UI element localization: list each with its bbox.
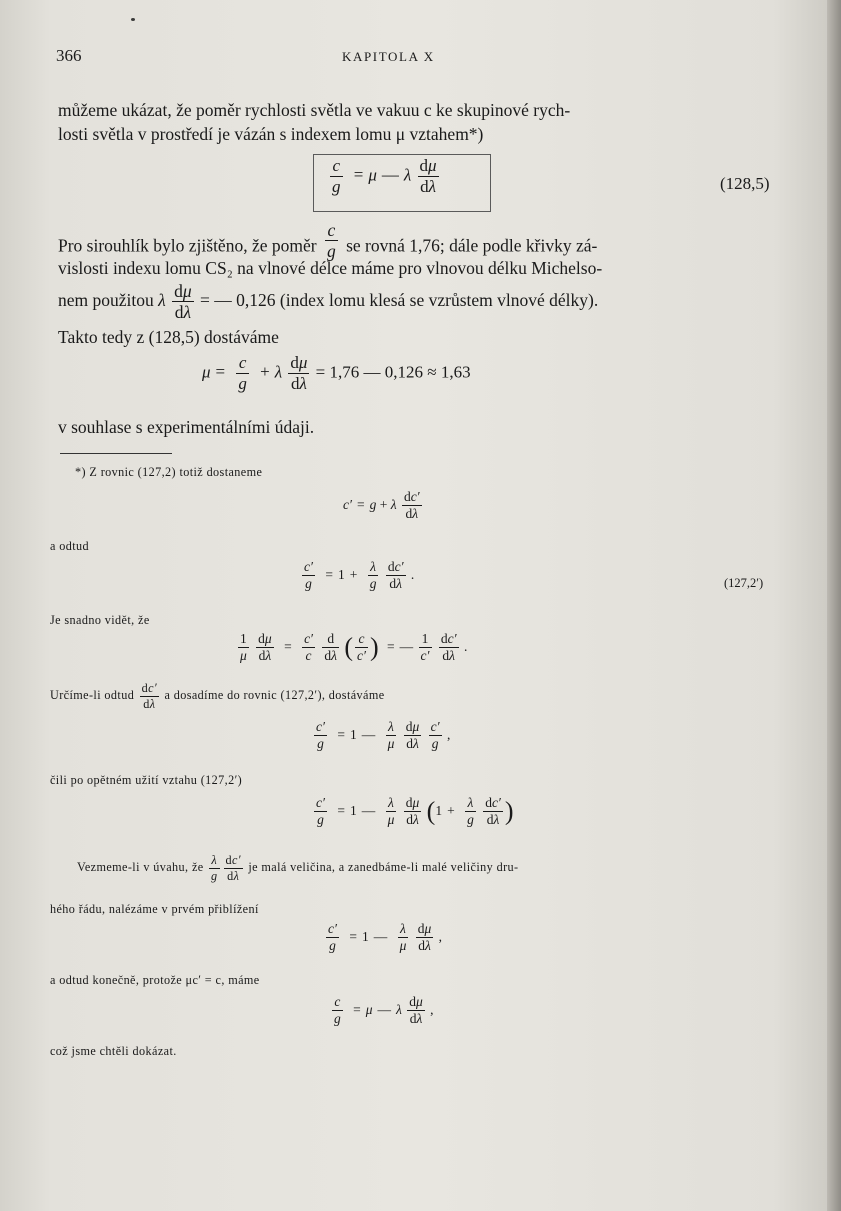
text-line-1: můžeme ukázat, že poměr rychlosti světla ve vakuu c ke skupinové rych- (58, 100, 571, 120)
equation-number-128-5: (128,5) (720, 174, 770, 193)
running-head: KAPITOLA X (342, 49, 435, 64)
text-line-2: losti světla v prostředí je vázán s indexem lomu μ vztahem*) (58, 124, 484, 144)
line3-end: se rovná 1,76; dále podle křivky zá- (346, 235, 598, 256)
dmu-dlambda: $\frac{d\mu}{d\lambda}$ (174, 281, 192, 323)
footnote-rule (60, 453, 172, 454)
line3-start: Pro sirouhlík bylo zjištěno, že poměr (58, 235, 317, 256)
footnote-eq-5: $\frac{c'}{g}$ = 1 — $\frac{\lambda}{\mu}$ $\frac{d\mu}{d\lambda}$ (1 + $\frac{\lambda}{g}$ $\frac{dc'}{d\lambda}$ ) (316, 795, 514, 828)
footnote-cili: čili po opětném užití vztahu (127,2′) (50, 773, 243, 787)
vezmeme-start: Vezmeme-li v úvahu, že (77, 860, 204, 875)
footnote-konecne: a odtud konečně, protože μc′ = c, máme (50, 973, 260, 987)
page-header (0, 46, 841, 70)
ratio-c-over-g: $\frac{c}{g}$ (326, 220, 336, 262)
footnote-eq-7: $\frac{c}{g}$ = μ — λ $\frac{d\mu}{d\lambda}$ , (334, 994, 434, 1027)
line5-end: = — 0,126 (index lomu klesá se vzrůstem vlnové délky). (200, 289, 599, 310)
text-line-7: v souhlase s experimentálními údaji. (58, 417, 315, 437)
dc-dlambda: $\frac{dc'}{d\lambda}$ (141, 681, 158, 711)
speck (131, 18, 135, 21)
footnote-snadno: Je snadno vidět, že (50, 613, 150, 627)
footnote-intro: *) Z rovnic (127,2) totiž dostaneme (75, 465, 263, 479)
footnote-eq-3: $\frac{1}{\mu}$ $\frac{d\mu}{d\lambda}$ = $\frac{c'}{c}$ $\frac{d}{d\lambda}$ ( $\frac{c}{c'}$ ) = — $\frac{1}{c'}$ $\frac{dc'}{d\lambda}$ . (240, 631, 468, 664)
urcime-end: a dosadíme do rovnic (127,2′), dostáváme (164, 688, 385, 703)
text-line-5: nem použitou λ $\frac{d\mu}{d\lambda}$ = — 0,126 (index lomu klesá se vzrůstem vlnové délky). (58, 281, 599, 323)
equation-128-5: $\frac{c}{g}$ = μ — λ $\frac{d\mu}{d\lambda}$ (332, 156, 437, 196)
text-line-4: vislosti indexu lomu CS₂ na vlnové délce máme pro vlnovou délku Michelso- (58, 258, 603, 278)
footnote-odtud: a odtud (50, 539, 90, 553)
footnote-hodru: hého řádu, nalézáme v prvém přiblížení (50, 902, 259, 916)
lambda-over-g-dc: $\frac{\lambda}{g}$ (211, 853, 218, 883)
footnote-eq-2: $\frac{c'}{g}$ = 1 + $\frac{\lambda}{g}$ $\frac{dc'}{d\lambda}$ . (304, 559, 415, 592)
footnote-eq-number: (127,2′) (724, 576, 764, 590)
footnote-vezmeme: Vezmeme-li v úvahu, že $\frac{\lambda}{g}$ $\frac{dc'}{d\lambda}$ je malá veličina, a zanedbáme-li malé veličiny dru- (77, 853, 519, 883)
line5-start: nem použitou (58, 289, 154, 310)
equation-mu-value: μ = $\frac{c}{g}$ + λ $\frac{d\mu}{d\lambda}$ = 1,76 — 0,126 ≈ 1,63 (202, 353, 471, 393)
text-line-6: Takto tedy z (128,5) dostáváme (58, 327, 279, 347)
page-edge-shadow (827, 0, 841, 1211)
footnote-eq-1: c′ = g + λ $\frac{dc'}{d\lambda}$ (343, 489, 420, 522)
vezmeme-end: je malá veličina, a zanedbáme-li malé veličiny dru- (248, 860, 519, 875)
footnote-urcime (50, 682, 385, 711)
footnote-final: což jsme chtěli dokázat. (50, 1044, 177, 1058)
urcime-start: Určíme-li odtud (50, 688, 135, 703)
page-number: 366 (56, 46, 82, 65)
footnote-eq-4: $\frac{c'}{g}$ = 1 — $\frac{\lambda}{\mu}$ $\frac{d\mu}{d\lambda}$ $\frac{c'}{g}$ , (316, 719, 451, 752)
text-line-3 (58, 221, 597, 261)
footnote-eq-6: $\frac{c'}{g}$ = 1 — $\frac{\lambda}{\mu}$ $\frac{d\mu}{d\lambda}$ , (328, 921, 443, 954)
mu-result: = 1,76 — 0,126 ≈ 1,63 (315, 362, 471, 382)
